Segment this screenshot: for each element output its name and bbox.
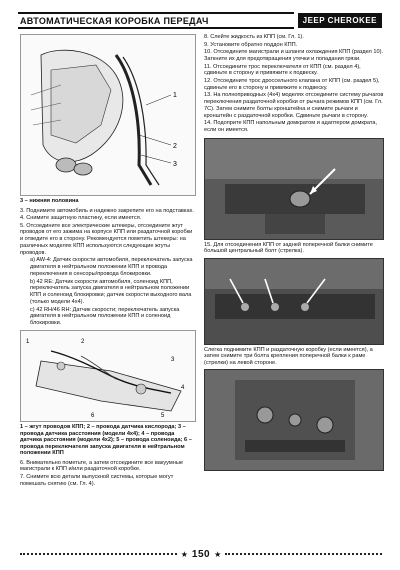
right-steps — [204, 34, 384, 134]
step-7: 7. Снимите всю детали выпускной системы, которые могут помешать снятию (см. Гл. 4). — [20, 473, 174, 487]
photo-1-image — [205, 139, 384, 239]
step-6: 6. Внимательно пометьте, а затем отсоедините все вакуумные магистрали к КПП и/или раздаточной коробке. — [20, 459, 183, 473]
harness-label-1: 1 — [26, 339, 30, 346]
star-icon: ★ — [180, 549, 188, 559]
transmission-drawing-top — [21, 35, 196, 195]
harness-label-5: 5 — [161, 413, 165, 420]
step-8: 8. Слейте жидкость из КПП (см. Гл. 1). — [204, 34, 304, 40]
step-12: 12. Отсоедините трос дроссельного клапана от КПП (см. раздел 5), сдвиньте его в сторону и привяжите к подвеску. — [204, 77, 380, 91]
section-title: АВТОМАТИЧЕСКАЯ КОРОБКА ПЕРЕДАЧ — [18, 12, 294, 29]
wiring-harness-drawing — [21, 331, 196, 421]
left-column — [20, 34, 196, 488]
photo-2-image — [205, 259, 384, 344]
vehicle-brand-badge: JEEP CHEROKEE — [298, 13, 382, 28]
harness-label-2: 2 — [81, 339, 85, 346]
step-9: 9. Установите обратно поддон КПП. — [204, 41, 298, 48]
harness-label-4: 4 — [181, 385, 185, 392]
page-number: 150 — [191, 548, 211, 560]
photo-crossmember-frame — [204, 258, 384, 345]
harness-label-6: 6 — [91, 413, 95, 420]
photo-1-caption: 15. Для отсоединения КПП от задней поперечной балки снимите большой центральный болт (стрелка). — [204, 241, 373, 255]
figure-top-left — [20, 34, 196, 196]
figure-middle-left-caption: 1 – жгут проводов КПП; 2 – провода датчика кислорода; 3 – провода датчика расстояния (модели 4x4); 4 – провода датчика расстояния (модели 4x2); 5 – провода соленоида; 6 – провода переключателя запуска двигателя в нейтральном положении КПП — [20, 424, 192, 457]
harness-42rh: c) 42 RH/46 RH: Датчик скорости; переключатель запуска двигателя в нейтральном положении КПП и соленоид блокировки. — [30, 306, 180, 327]
wiring-harness-list — [20, 257, 196, 327]
footer-rule-right — [225, 553, 382, 555]
fig-label-2: 2 — [173, 143, 177, 150]
step-13: 13. На полноприводных (4x4) моделях отсоедините систему рычагов переключения раздаточной коробки от рычага режимов КПП (см. Гл. 7С). Затем снимите болты кронштейна и снимите рычаги и кронштейн с раздаточной коробки. Сдвиньте рычаги в сторону. — [204, 92, 384, 119]
step-14: 14. Подоприте КПП напольным домкратом и адаптером домкрата, если он имеется. — [204, 120, 378, 134]
figure-middle-left — [20, 330, 196, 422]
harness-label-3: 3 — [171, 357, 175, 364]
left-steps-2 — [20, 460, 196, 488]
step-11: 11. Отсоедините трос переключателя от КПП (см. раздел 4), сдвиньте в сторону и привяжите к подвеску. — [204, 63, 361, 77]
step-5: 5. Отсоедините все электрические штекеры, отсоедините жгут проводов от его зажима на корпусе КПП или раздаточной коробки и отведите его в сторону. Рекомендуется пометить штекеры: на различных моделях КПП используются следующие жгуты проводов. — [20, 222, 193, 256]
photo-3-image — [205, 370, 384, 470]
step-4: 4. Снимите защитную пластину, если имеется. — [20, 215, 142, 222]
star-icon: ★ — [214, 549, 222, 559]
right-column — [204, 34, 384, 471]
page-footer — [20, 549, 382, 559]
harness-42re: b) 42 RE: Датчик скорости автомобиля, соленоид КПП, переключатель запуска двигателя в нейтральном положении КПП и соленоид блокировки; датчик скорости выходного вала (только модели 4x4). — [30, 278, 192, 306]
step-10: 10. Отсоедините магистрали и шланги охлаждения КПП (раздел 10). Заткните их для предотвращения утечки и попадания грязи. — [204, 49, 384, 62]
fig-label-3: 3 — [173, 161, 177, 168]
photo-crossmember-bolt — [204, 138, 384, 240]
step-3: 3. Поднимите автомобиль и надежно закрепите его на подставках. — [20, 207, 194, 214]
photo-2-caption: Слегка поднимите КПП и раздаточную коробку (если имеется), а затем снимите три болта крепления поперечной балки к раме (стрелки) на левой стороне. — [204, 346, 373, 366]
figure-top-left-caption: 3 – нижняя половина — [20, 198, 79, 204]
footer-rule-left — [20, 553, 177, 555]
photo-frame-bolts — [204, 369, 384, 471]
page-header — [18, 12, 382, 29]
harness-aw4: a) AW-4: Датчик скорости автомобиля, переключатель запуска двигателя в нейтральном положении КПП и провода переключения в сенсоры/провода блокировки. — [30, 257, 193, 278]
fig-label-1: 1 — [173, 92, 177, 99]
left-steps — [20, 208, 196, 257]
